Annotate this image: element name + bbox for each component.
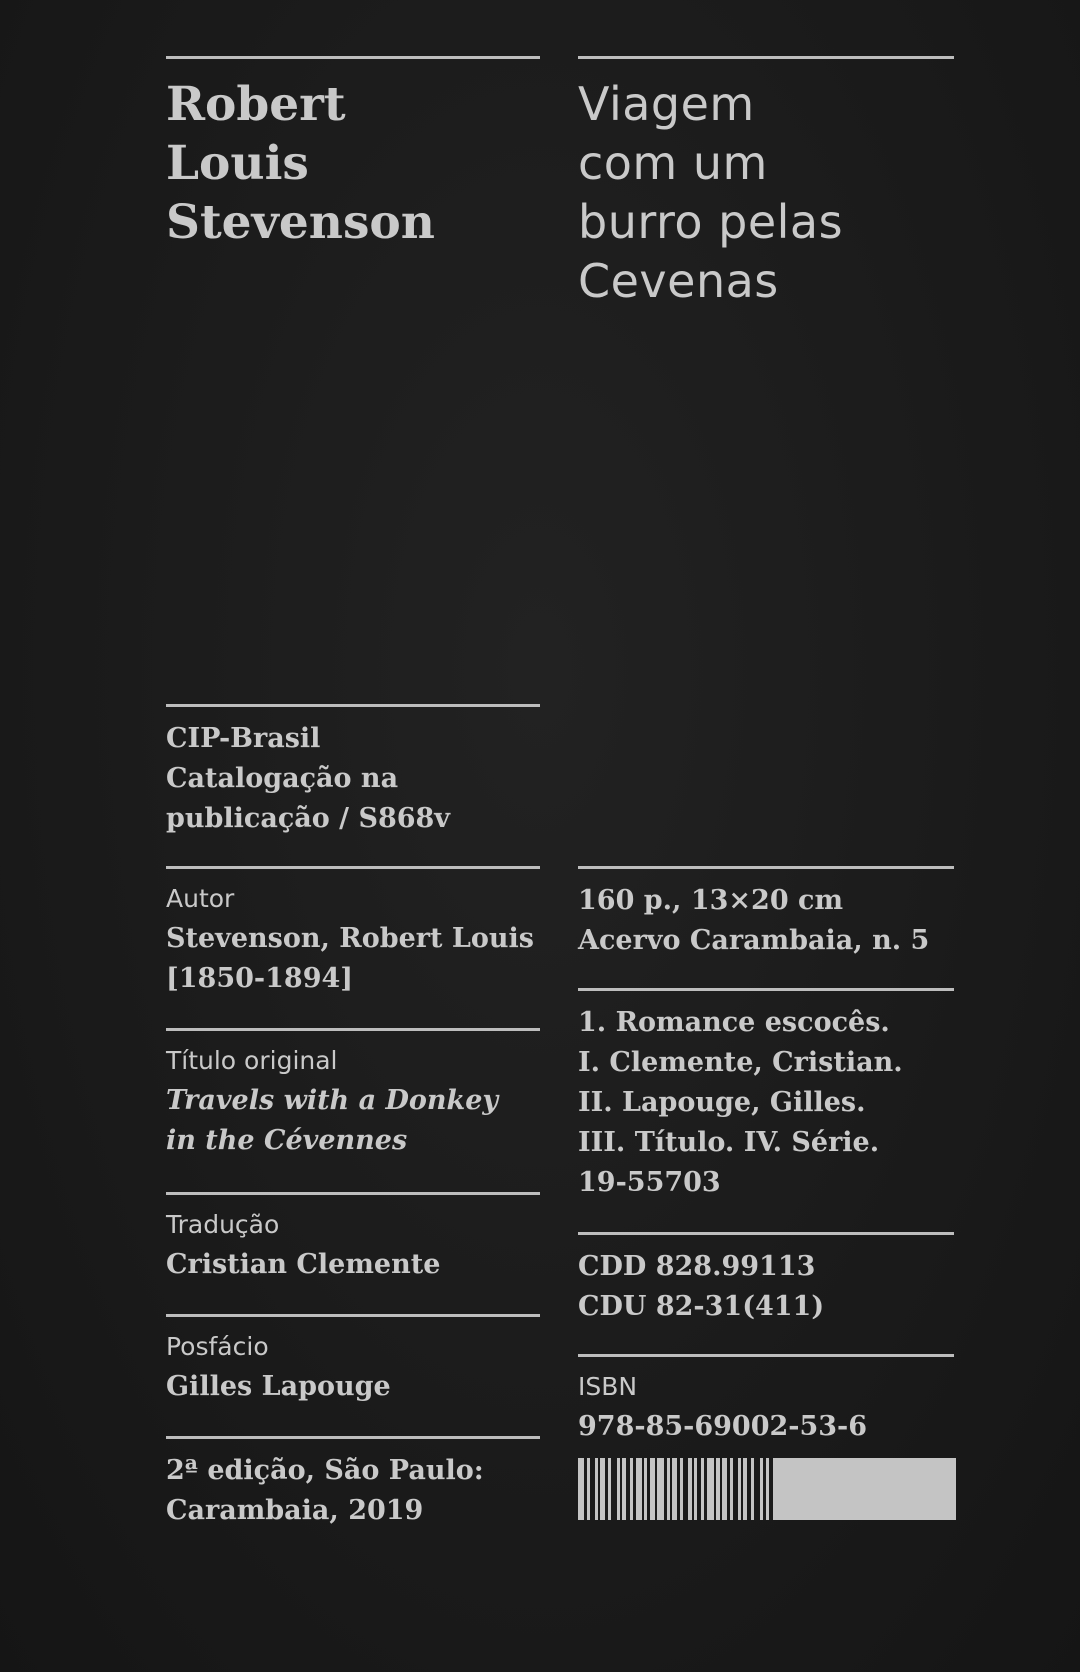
autor-dates: [1850-1894] <box>166 963 354 994</box>
title-line: Viagem <box>578 77 755 131</box>
cip-rule <box>166 704 540 707</box>
fisico-line: Acervo Carambaia, n. 5 <box>578 925 930 956</box>
author-rule <box>166 56 540 59</box>
author-line: Louis <box>166 136 309 191</box>
autor-rule <box>166 866 540 869</box>
traducao-block <box>166 1192 540 1285</box>
barcode-bar <box>741 1458 743 1520</box>
titulo-original-rule <box>166 1028 540 1031</box>
assunto-line: 19-55703 <box>578 1167 721 1198</box>
traducao-label: Tradução <box>166 1210 280 1239</box>
barcode-bar <box>670 1458 672 1520</box>
barcode-bar <box>727 1458 730 1520</box>
cdu-line: CDU 82-31(411) <box>578 1291 825 1322</box>
posfacio-value: Gilles Lapouge <box>166 1371 391 1402</box>
barcode-bar <box>626 1458 630 1520</box>
title-rule <box>578 56 954 59</box>
assunto-line: III. Título. IV. Série. <box>578 1127 880 1158</box>
classificacao-block <box>578 1232 954 1327</box>
isbn-rule <box>578 1354 954 1357</box>
edicao-line: 2ª edição, São Paulo: <box>166 1455 484 1486</box>
barcode-bar <box>754 1458 760 1520</box>
barcode-bar <box>763 1458 766 1520</box>
assunto-line: I. Clemente, Cristian. <box>578 1047 903 1078</box>
autor-label: Autor <box>166 884 235 913</box>
posfacio-block <box>166 1314 540 1407</box>
author-block <box>166 56 540 252</box>
cip-heading: CIP-Brasil <box>166 723 321 754</box>
barcode-bar <box>655 1458 657 1520</box>
edicao-line: Carambaia, 2019 <box>166 1495 424 1526</box>
titulo-original-label: Título original <box>166 1046 338 1075</box>
barcode-bar <box>633 1458 636 1520</box>
barcode-bar <box>697 1458 701 1520</box>
barcode-bar <box>664 1458 667 1520</box>
title-line: Cevenas <box>578 254 779 308</box>
barcode-bar <box>769 1458 773 1520</box>
barcode-bar <box>677 1458 680 1520</box>
barcode-bar <box>720 1458 722 1520</box>
isbn-value: 978-85-69002-53-6 <box>578 1411 868 1442</box>
cdd-line: CDD 828.99113 <box>578 1251 816 1282</box>
autor-value: Stevenson, Robert Louis <box>166 923 534 954</box>
cip-block <box>166 704 540 839</box>
isbn-block <box>578 1354 954 1447</box>
barcode-bar <box>747 1458 751 1520</box>
barcode-bar <box>714 1458 716 1520</box>
titulo-original-value: Travels with a Donkey <box>166 1085 499 1116</box>
titulo-original-block <box>166 1028 540 1161</box>
fisico-block <box>578 866 954 961</box>
barcode-bar <box>642 1458 644 1520</box>
assuntos-rule <box>578 988 954 991</box>
title-block <box>578 56 954 311</box>
barcode-bar <box>620 1458 622 1520</box>
author-line: Stevenson <box>166 195 435 250</box>
barcode-bar <box>683 1458 688 1520</box>
fisico-line: 160 p., 13×20 cm <box>578 885 844 916</box>
barcode-bar <box>584 1458 587 1520</box>
assunto-line: II. Lapouge, Gilles. <box>578 1087 866 1118</box>
barcode-bar <box>704 1458 707 1520</box>
titulo-original-value: in the Cévennes <box>166 1125 408 1156</box>
book-title <box>578 75 954 311</box>
cip-line: Catalogação na <box>166 763 399 794</box>
posfacio-label: Posfácio <box>166 1332 269 1361</box>
barcode-bar <box>692 1458 694 1520</box>
barcode-bar <box>733 1458 738 1520</box>
isbn-label: ISBN <box>578 1372 638 1401</box>
assunto-line: 1. Romance escocês. <box>578 1007 890 1038</box>
autor-block <box>166 866 540 999</box>
title-line: com um <box>578 136 768 190</box>
barcode-bar <box>598 1458 600 1520</box>
title-line: burro pelas <box>578 195 844 249</box>
fisico-rule <box>578 866 954 869</box>
edicao-rule <box>166 1436 540 1439</box>
traducao-rule <box>166 1192 540 1195</box>
author-line: Robert <box>166 77 346 132</box>
assuntos-block <box>578 988 954 1203</box>
author-name <box>166 75 540 252</box>
posfacio-rule <box>166 1314 540 1317</box>
traducao-value: Cristian Clemente <box>166 1249 441 1280</box>
barcode-bar <box>605 1458 608 1520</box>
edicao-block <box>166 1436 540 1531</box>
barcode-bar <box>590 1458 595 1520</box>
barcode-icon <box>578 1458 956 1520</box>
classificacao-rule <box>578 1232 954 1235</box>
barcode-bar <box>611 1458 617 1520</box>
barcode-bar <box>647 1458 650 1520</box>
cip-line: publicação / S868v <box>166 803 450 834</box>
